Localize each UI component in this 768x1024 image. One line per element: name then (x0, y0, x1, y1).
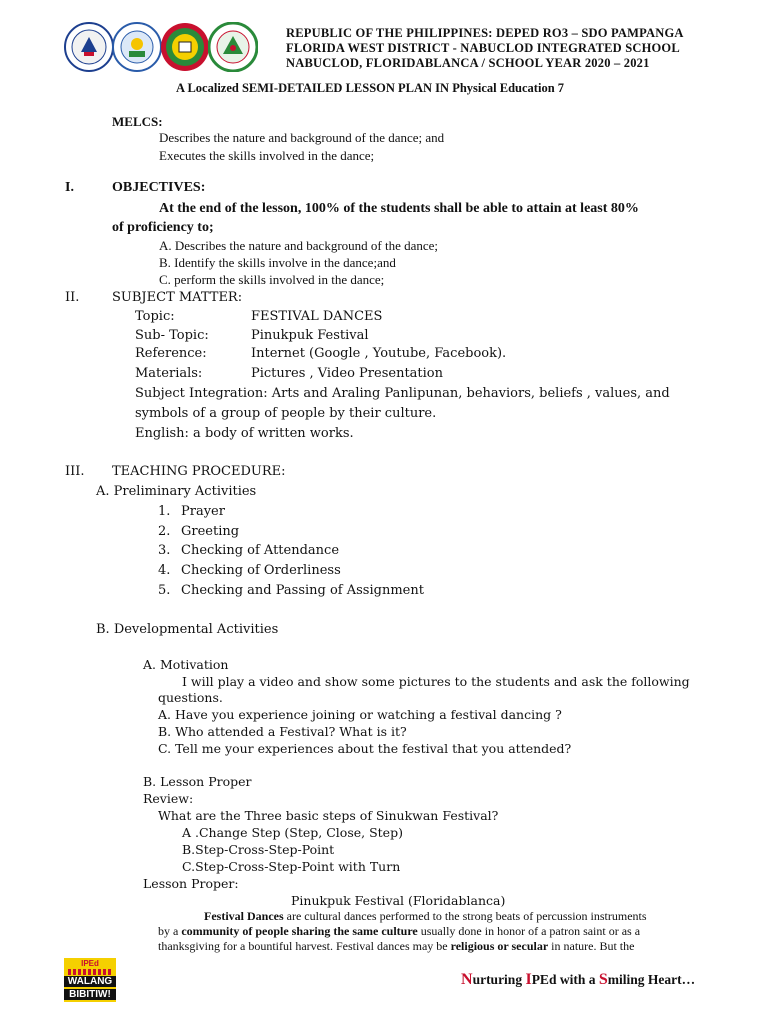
subject-integration-cont: symbols of a group of people by their culture. (135, 406, 437, 421)
motivation-text-cont: questions. (158, 690, 223, 705)
preliminary-activities-heading: A. Preliminary Activities (96, 484, 257, 499)
section-number: III. (65, 464, 85, 479)
logo-line-1: WALANG (64, 976, 116, 987)
list-number: 3. (158, 543, 171, 558)
list-number: 2. (158, 524, 171, 539)
section-number: I. (65, 180, 74, 195)
lesson-paragraph-line: thanksgiving for a bountiful harvest. Festival dances may be religious or secular in nature. But the (158, 939, 635, 953)
list-item: Checking of Orderliness (181, 563, 341, 578)
lesson-proper-heading: B. Lesson Proper (143, 774, 252, 789)
objectives-heading: OBJECTIVES: (112, 180, 206, 195)
review-step: B.Step-Cross-Step-Point (182, 842, 335, 857)
objectives-intro-cont: of proficiency to; (112, 220, 214, 235)
lesson-proper-label: Lesson Proper: (143, 876, 239, 891)
review-question: What are the Three basic steps of Sinukwan Festival? (158, 808, 499, 823)
materials-value: Pictures , Video Presentation (251, 366, 443, 381)
motivation-question: A. Have you experience joining or watching a festival dancing ? (158, 707, 562, 722)
footer-motto: Nurturing IPEd with a Smiling Heart… (461, 971, 696, 988)
motivation-text: I will play a video and show some pictures to the students and ask the following (182, 674, 690, 689)
objective-item: A. Describes the nature and background of the dance; (159, 238, 439, 253)
school-seal-icon (208, 22, 258, 72)
logo-figures (68, 969, 112, 975)
motivation-question: C. Tell me your experiences about the festival that you attended? (158, 741, 572, 756)
list-number: 1. (158, 504, 171, 519)
melcs-label: MELCS: (112, 114, 163, 129)
reference-value: Internet (Google , Youtube, Facebook). (251, 346, 507, 361)
header-line-1: REPUBLIC OF THE PHILIPPINES: DEPED RO3 – SDO PAMPANGA (286, 26, 684, 40)
subtopic-value: Pinukpuk Festival (251, 328, 369, 343)
deped-seal-icon (64, 22, 114, 72)
objectives-intro: At the end of the lesson, 100% of the students shall be able to attain at least 80% (159, 201, 639, 216)
section-number: II. (65, 290, 80, 305)
topic-key: Topic: (135, 309, 175, 324)
document-title: A Localized SEMI-DETAILED LESSON PLAN IN Physical Education 7 (176, 81, 565, 95)
list-item: Prayer (181, 504, 225, 519)
lesson-topic-heading: Pinukpuk Festival (Floridablanca) (291, 893, 506, 908)
list-number: 4. (158, 563, 171, 578)
english-integration: English: a body of written works. (135, 426, 354, 441)
logo-top-text: IPEd (81, 959, 99, 968)
logo-line-2: BIBITIW! (64, 989, 116, 1000)
list-item: Greeting (181, 524, 240, 539)
review-label: Review: (143, 791, 194, 806)
developmental-activities-heading: B. Developmental Activities (96, 622, 279, 637)
motivation-heading: A. Motivation (143, 657, 229, 672)
objective-item: B. Identify the skills involve in the dance;and (159, 255, 396, 270)
review-step: C.Step-Cross-Step-Point with Turn (182, 859, 401, 874)
melcs-item: Describes the nature and background of the dance; and (159, 130, 445, 145)
district-seal-icon (160, 22, 210, 72)
objective-item: C. perform the skills involved in the dance; (159, 272, 385, 287)
lesson-paragraph-line: Festival Dances are cultural dances performed to the strong beats of percussion instruments (204, 909, 647, 923)
reference-key: Reference: (135, 346, 207, 361)
list-item: Checking and Passing of Assignment (181, 583, 424, 598)
materials-key: Materials: (135, 366, 203, 381)
walang-bibitiw-logo (64, 958, 116, 1002)
header-line-3: NABUCLOD, FLORIDABLANCA / SCHOOL YEAR 2020 – 2021 (286, 56, 650, 70)
list-item: Checking of Attendance (181, 543, 340, 558)
header-line-2: FLORIDA WEST DISTRICT - NABUCLOD INTEGRATED SCHOOL (286, 41, 680, 55)
teaching-procedure-heading: TEACHING PROCEDURE: (112, 464, 286, 479)
list-number: 5. (158, 583, 171, 598)
subject-integration: Subject Integration: Arts and Araling Panlipunan, behaviors, beliefs , values, and (135, 386, 670, 401)
subject-matter-heading: SUBJECT MATTER: (112, 290, 243, 305)
topic-value: FESTIVAL DANCES (251, 309, 383, 324)
melcs-item: Executes the skills involved in the dance; (159, 148, 375, 163)
lesson-paragraph-line: by a community of people sharing the same culture usually done in honor of a patron saint or as a (158, 924, 641, 938)
motivation-question: B. Who attended a Festival? What is it? (158, 724, 407, 739)
subtopic-key: Sub- Topic: (135, 328, 209, 343)
review-step: A .Change Step (Step, Close, Step) (182, 825, 403, 840)
division-seal-icon (112, 22, 162, 72)
